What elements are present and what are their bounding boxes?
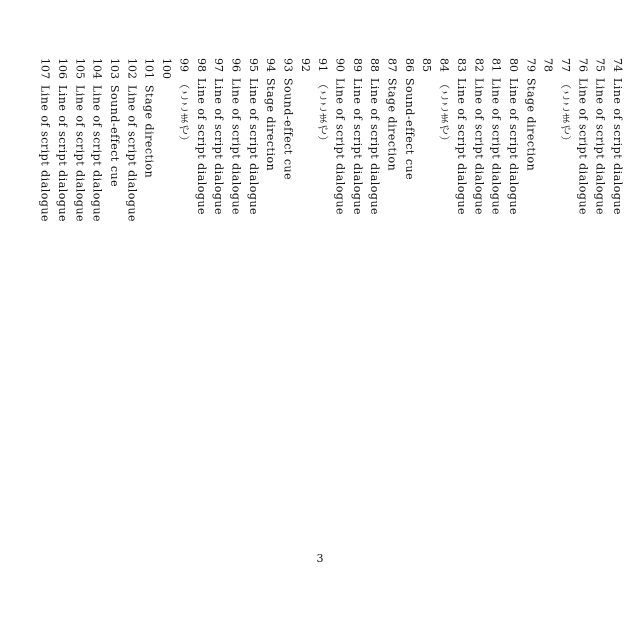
script-line [279, 58, 296, 498]
script-line [106, 58, 123, 498]
script-line [349, 58, 366, 498]
script-line [401, 58, 418, 498]
line-text: （ここまで） [316, 78, 330, 147]
line-number: 85 [420, 58, 434, 72]
line-number: 94 [264, 58, 278, 72]
line-text: Line of script dialogue [506, 78, 520, 216]
line-number: 93 [281, 58, 295, 72]
line-text: （ここまで） [558, 78, 572, 147]
line-number: 95 [246, 58, 260, 72]
script-line [296, 58, 313, 498]
line-number: 90 [333, 58, 347, 72]
page-number: 3 [316, 552, 324, 565]
script-line [591, 58, 608, 498]
script-line [314, 58, 331, 498]
line-number: 74 [611, 58, 624, 72]
script-line [435, 58, 452, 498]
line-number: 75 [593, 58, 607, 72]
line-number: 86 [402, 58, 416, 72]
line-text: Line of script dialogue [125, 85, 139, 223]
script-columns [0, 58, 626, 498]
line-text: Line of script dialogue [212, 78, 226, 216]
line-number: 107 [38, 58, 52, 79]
script-line [227, 58, 244, 498]
script-line [140, 58, 157, 498]
line-text: （ここまで） [177, 78, 191, 147]
line-text: Sound-effect cue [281, 78, 295, 181]
line-text: Line of script dialogue [73, 85, 87, 223]
script-line [383, 58, 400, 498]
line-text: Line of script dialogue [246, 78, 260, 216]
line-text: （ここまで） [437, 78, 451, 147]
line-number: 89 [350, 58, 364, 72]
script-line [71, 58, 88, 498]
line-text: Line of script dialogue [576, 78, 590, 216]
line-text: Line of script dialogue [194, 78, 208, 216]
line-number: 102 [125, 58, 139, 79]
script-line [54, 58, 71, 498]
line-number: 77 [558, 58, 572, 72]
line-text: Stage direction [524, 78, 538, 172]
line-number: 105 [73, 58, 87, 79]
line-text: Line of script dialogue [489, 78, 503, 216]
script-line [262, 58, 279, 498]
script-line [557, 58, 574, 498]
line-number: 97 [212, 58, 226, 72]
line-text: Line of script dialogue [229, 78, 243, 216]
line-text: Line of script dialogue [611, 78, 624, 216]
line-text: Line of script dialogue [333, 78, 347, 216]
line-number: 99 [177, 58, 191, 72]
script-line [158, 58, 175, 498]
script-line [539, 58, 556, 498]
line-text: Stage direction [264, 78, 278, 172]
line-text: Line of script dialogue [38, 85, 52, 223]
line-number: 81 [489, 58, 503, 72]
line-text: Stage direction [142, 85, 156, 179]
line-number: 92 [298, 58, 312, 72]
line-number: 80 [506, 58, 520, 72]
line-text: Line of script dialogue [593, 78, 607, 216]
line-number: 79 [524, 58, 538, 72]
line-number: 76 [576, 58, 590, 72]
line-number: 104 [90, 58, 104, 79]
line-number: 88 [368, 58, 382, 72]
script-line [487, 58, 504, 498]
script-line [331, 58, 348, 498]
line-number: 101 [142, 58, 156, 79]
line-text: Line of script dialogue [472, 78, 486, 216]
script-line [453, 58, 470, 498]
script-line [192, 58, 209, 498]
line-number: 103 [108, 58, 122, 79]
script-line [470, 58, 487, 498]
script-line [505, 58, 522, 498]
script-line [88, 58, 105, 498]
line-text: Sound-effect cue [108, 85, 122, 188]
line-text: Line of script dialogue [90, 85, 104, 223]
line-number: 84 [437, 58, 451, 72]
line-text: Line of script dialogue [454, 78, 468, 216]
script-line [418, 58, 435, 498]
line-text: Line of script dialogue [350, 78, 364, 216]
line-number: 91 [316, 58, 330, 72]
line-number: 98 [194, 58, 208, 72]
line-text: Stage direction [385, 78, 399, 172]
script-line [210, 58, 227, 498]
script-line [609, 58, 626, 498]
line-text: Line of script dialogue [368, 78, 382, 216]
line-number: 82 [472, 58, 486, 72]
line-text: Line of script dialogue [56, 85, 69, 223]
line-number: 83 [454, 58, 468, 72]
line-number: 87 [385, 58, 399, 72]
script-line [574, 58, 591, 498]
script-line [522, 58, 539, 498]
script-line [175, 58, 192, 498]
line-number: 106 [56, 58, 69, 79]
script-line [36, 58, 53, 498]
line-number: 78 [541, 58, 555, 72]
script-line [366, 58, 383, 498]
line-text: Sound-effect cue [402, 78, 416, 181]
script-line [123, 58, 140, 498]
script-line [244, 58, 261, 498]
line-number: 96 [229, 58, 243, 72]
line-number: 100 [160, 58, 174, 79]
